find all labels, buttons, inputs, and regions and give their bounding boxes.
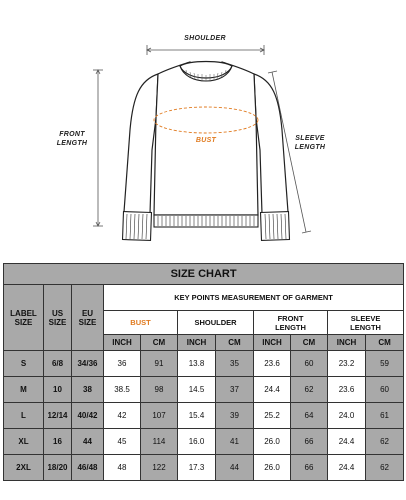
row-label: 2XL bbox=[4, 455, 44, 481]
row-sleeve-inch: 23.2 bbox=[328, 351, 366, 377]
sleeve-length-label-line1: SLEEVE bbox=[295, 135, 325, 142]
row-front-cm: 64 bbox=[291, 403, 328, 429]
header-sleeve-length-line1: SLEEVE bbox=[350, 313, 381, 323]
row-eu: 40/42 bbox=[72, 403, 104, 429]
row-bust-inch: 45 bbox=[104, 429, 141, 455]
header-label-size-line2: SIZE bbox=[14, 317, 33, 327]
header-us-size bbox=[44, 285, 72, 351]
row-bust-inch: 38.5 bbox=[104, 377, 141, 403]
row-shoulder-inch: 17.3 bbox=[178, 455, 216, 481]
row-us: 10 bbox=[44, 377, 72, 403]
table-row bbox=[4, 403, 404, 429]
row-label: M bbox=[4, 377, 44, 403]
row-front-inch: 24.4 bbox=[254, 377, 291, 403]
header-eu-size bbox=[72, 285, 104, 351]
table-row bbox=[4, 429, 404, 455]
left-cuff bbox=[123, 212, 152, 241]
header-key-points: KEY POINTS MEASUREMENT OF GARMENT bbox=[104, 285, 404, 311]
row-shoulder-cm: 37 bbox=[216, 377, 254, 403]
header-front-cm: CM bbox=[291, 335, 328, 351]
header-eu-size-line2: SIZE bbox=[78, 317, 97, 327]
row-front-cm: 62 bbox=[291, 377, 328, 403]
header-bust-cm: CM bbox=[141, 335, 178, 351]
row-sleeve-cm: 59 bbox=[366, 351, 404, 377]
row-shoulder-cm: 44 bbox=[216, 455, 254, 481]
header-shoulder-inch: INCH bbox=[178, 335, 216, 351]
shoulder-label: SHOULDER bbox=[184, 35, 226, 42]
row-us: 16 bbox=[44, 429, 72, 455]
row-shoulder-inch: 13.8 bbox=[178, 351, 216, 377]
header-eu-size-line1: EU bbox=[81, 308, 94, 318]
header-us-size-line1: US bbox=[51, 308, 64, 318]
sleeve-length-label-line2: LENGTH bbox=[294, 144, 326, 151]
bust-label: BUST bbox=[195, 137, 217, 144]
row-front-inch: 23.6 bbox=[254, 351, 291, 377]
table-header-row-1 bbox=[4, 285, 404, 311]
row-sleeve-cm: 60 bbox=[366, 377, 404, 403]
row-shoulder-cm: 39 bbox=[216, 403, 254, 429]
row-shoulder-inch: 15.4 bbox=[178, 403, 216, 429]
front-length-label-line2: LENGTH bbox=[56, 140, 88, 147]
row-eu: 46/48 bbox=[72, 455, 104, 481]
row-us: 6/8 bbox=[44, 351, 72, 377]
header-front-length-line2: LENGTH bbox=[275, 322, 306, 332]
header-bust: BUST bbox=[104, 311, 178, 335]
row-us: 12/14 bbox=[44, 403, 72, 429]
row-bust-cm: 98 bbox=[141, 377, 178, 403]
header-us-size-line2: SIZE bbox=[48, 317, 67, 327]
row-bust-cm: 122 bbox=[141, 455, 178, 481]
row-sleeve-cm: 62 bbox=[366, 455, 404, 481]
row-bust-inch: 42 bbox=[104, 403, 141, 429]
row-sleeve-inch: 24.4 bbox=[328, 429, 366, 455]
row-front-inch: 25.2 bbox=[254, 403, 291, 429]
header-sleeve-inch: INCH bbox=[328, 335, 366, 351]
right-cuff bbox=[261, 212, 290, 241]
header-sleeve-length-line2: LENGTH bbox=[350, 322, 381, 332]
row-bust-cm: 107 bbox=[141, 403, 178, 429]
front-length-label-line1: FRONT bbox=[59, 131, 85, 138]
table-title: SIZE CHART bbox=[4, 264, 404, 285]
header-label-size bbox=[4, 285, 44, 351]
size-chart-table bbox=[3, 263, 404, 481]
row-front-cm: 66 bbox=[291, 429, 328, 455]
row-front-cm: 66 bbox=[291, 455, 328, 481]
table-row bbox=[4, 455, 404, 481]
hem-rib bbox=[154, 215, 258, 227]
row-shoulder-inch: 16.0 bbox=[178, 429, 216, 455]
front-length-measure-line bbox=[93, 70, 103, 226]
header-front-length bbox=[254, 311, 328, 335]
table-title-row bbox=[4, 264, 404, 285]
header-sleeve-length bbox=[328, 311, 404, 335]
row-label: S bbox=[4, 351, 44, 377]
table-row bbox=[4, 351, 404, 377]
front-length-label bbox=[52, 130, 92, 148]
header-front-inch: INCH bbox=[254, 335, 291, 351]
row-sleeve-inch: 23.6 bbox=[328, 377, 366, 403]
header-shoulder: SHOULDER bbox=[178, 311, 254, 335]
row-sleeve-inch: 24.0 bbox=[328, 403, 366, 429]
shoulder-measure-line bbox=[147, 45, 264, 55]
row-sleeve-cm: 62 bbox=[366, 429, 404, 455]
row-shoulder-cm: 35 bbox=[216, 351, 254, 377]
row-sleeve-inch: 24.4 bbox=[328, 455, 366, 481]
row-sleeve-cm: 61 bbox=[366, 403, 404, 429]
row-front-inch: 26.0 bbox=[254, 429, 291, 455]
row-bust-inch: 36 bbox=[104, 351, 141, 377]
row-front-cm: 60 bbox=[291, 351, 328, 377]
row-us: 18/20 bbox=[44, 455, 72, 481]
header-label-size-line1: LABEL bbox=[10, 308, 37, 318]
header-bust-inch: INCH bbox=[104, 335, 141, 351]
row-eu: 38 bbox=[72, 377, 104, 403]
row-eu: 34/36 bbox=[72, 351, 104, 377]
row-shoulder-inch: 14.5 bbox=[178, 377, 216, 403]
row-bust-cm: 91 bbox=[141, 351, 178, 377]
row-label: L bbox=[4, 403, 44, 429]
header-shoulder-cm: CM bbox=[216, 335, 254, 351]
header-front-length-line1: FRONT bbox=[277, 313, 304, 323]
row-bust-cm: 114 bbox=[141, 429, 178, 455]
table-row bbox=[4, 377, 404, 403]
row-label: XL bbox=[4, 429, 44, 455]
row-front-inch: 26.0 bbox=[254, 455, 291, 481]
row-bust-inch: 48 bbox=[104, 455, 141, 481]
row-eu: 44 bbox=[72, 429, 104, 455]
row-shoulder-cm: 41 bbox=[216, 429, 254, 455]
header-sleeve-cm: CM bbox=[366, 335, 404, 351]
sleeve-length-label bbox=[290, 134, 330, 152]
